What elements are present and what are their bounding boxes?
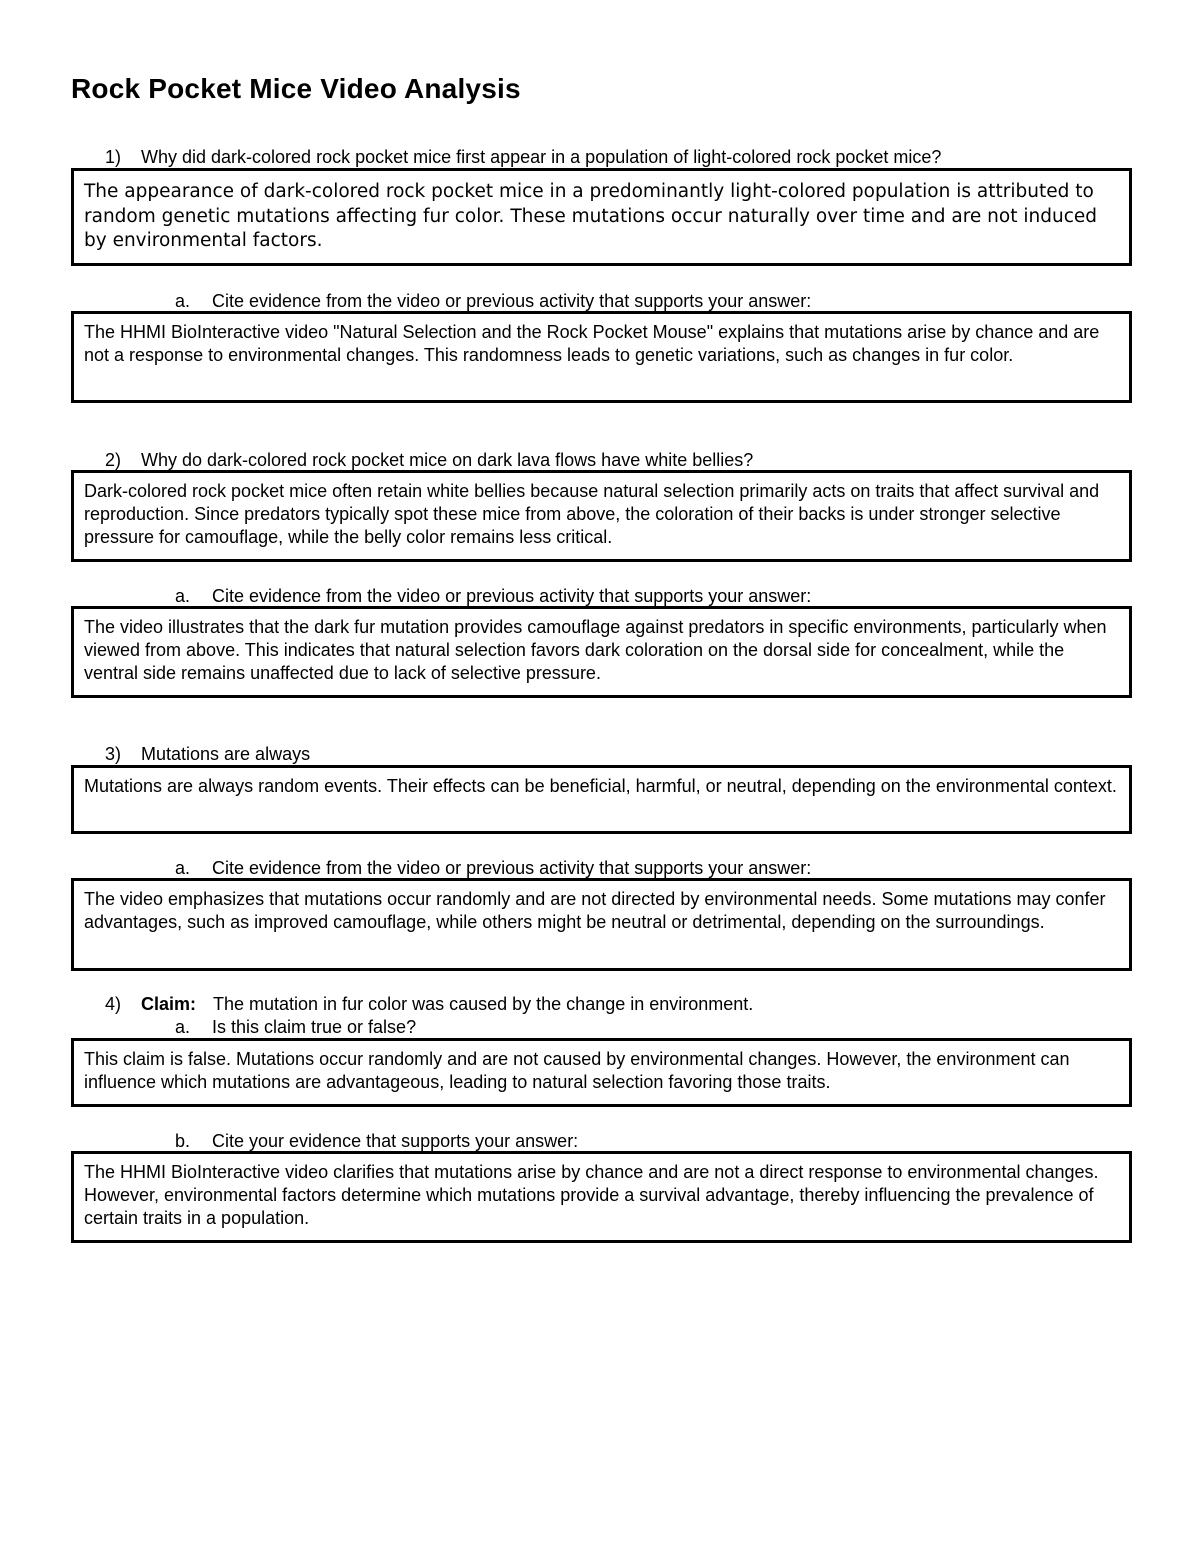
sub-letter: a. — [175, 586, 191, 606]
sub-text: Is this claim true or false? — [212, 1017, 417, 1037]
question-text: Why do dark-colored rock pocket mice on dark lava flows have white bellies? — [141, 450, 754, 470]
answer-box-2[interactable]: Dark-colored rock pocket mice often retain white bellies because natural selection primarily acts on traits that affect survival and reproduction. Since predators typically spot these mice from above, the coloration of their backs is under stronger selective pressure for camouflage, while the belly color remains less critical. — [71, 470, 1132, 562]
sub-text: Cite evidence from the video or previous activity that supports your answer: — [212, 291, 812, 311]
question-text: Why did dark-colored rock pocket mice first appear in a population of light-colored rock pocket mice? — [141, 147, 942, 167]
claim-label: Claim: — [141, 994, 197, 1014]
question-3a — [175, 857, 811, 879]
question-number: 3) — [105, 744, 122, 764]
question-number: 2) — [105, 450, 122, 470]
question-4 — [105, 993, 753, 1015]
sub-text: Cite evidence from the video or previous activity that supports your answer: — [212, 858, 812, 878]
question-number: 4) — [105, 994, 122, 1014]
sub-letter: b. — [175, 1131, 191, 1151]
claim-text: The mutation in fur color was caused by the change in environment. — [213, 994, 754, 1014]
sub-text: Cite evidence from the video or previous activity that supports your answer: — [212, 586, 812, 606]
answer-box-1a[interactable]: The HHMI BioInteractive video "Natural Selection and the Rock Pocket Mouse" explains that mutations arise by chance and are not a response to environmental changes. This randomness leads to genetic variations, such as changes in fur color. — [71, 311, 1132, 403]
answer-box-4a[interactable]: This claim is false. Mutations occur randomly and are not caused by environmental changes. However, the environment can influence which mutations are advantageous, leading to natural selection favoring those traits. — [71, 1038, 1132, 1107]
question-4b — [175, 1130, 578, 1152]
page-title: Rock Pocket Mice Video Analysis — [71, 73, 521, 104]
answer-box-4b[interactable]: The HHMI BioInteractive video clarifies that mutations arise by chance and are not a direct response to environmental changes. However, environmental factors determine which mutations provide a survival advantage, thereby influencing the prevalence of certain traits in a population. — [71, 1151, 1132, 1243]
answer-box-2a[interactable]: The video illustrates that the dark fur mutation provides camouflage against predators in specific environments, particularly when viewed from above. This indicates that natural selection favors dark coloration on the dorsal side for concealment, while the ventral side remains unaffected due to lack of selective pressure. — [71, 606, 1132, 698]
question-1 — [105, 146, 941, 168]
answer-box-3a[interactable]: The video emphasizes that mutations occur randomly and are not directed by environmental needs. Some mutations may confer advantages, such as improved camouflage, while others might be neutral or detrimental, depending on the surroundings. — [71, 878, 1132, 971]
question-text: Mutations are always — [141, 744, 311, 764]
question-2 — [105, 449, 753, 471]
sub-letter: a. — [175, 291, 191, 311]
sub-text: Cite your evidence that supports your answer: — [212, 1131, 579, 1151]
question-2a — [175, 585, 811, 607]
question-1a — [175, 290, 811, 312]
sub-letter: a. — [175, 1017, 191, 1037]
sub-letter: a. — [175, 858, 191, 878]
answer-box-3[interactable]: Mutations are always random events. Their effects can be beneficial, harmful, or neutral, depending on the environmental context. — [71, 765, 1132, 834]
answer-box-1[interactable]: The appearance of dark-colored rock pocket mice in a predominantly light-colored population is attributed to random genetic mutations affecting fur color. These mutations occur naturally over time and are not induced by environmental factors. — [71, 168, 1132, 266]
question-number: 1) — [105, 147, 122, 167]
question-4a — [175, 1016, 416, 1038]
question-3 — [105, 743, 310, 765]
